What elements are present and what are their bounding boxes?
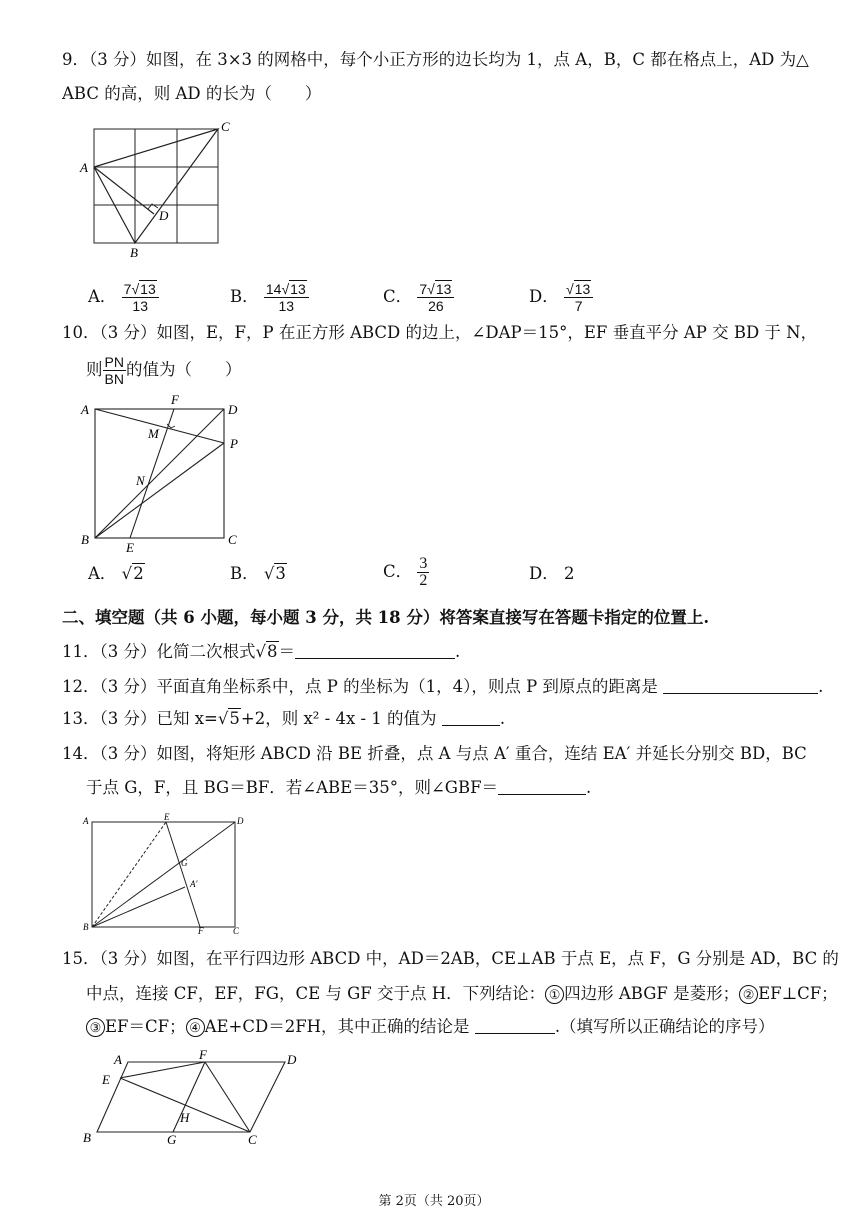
q15-line3: ③ EF＝CF； ④ AE+CD＝2FH，其中正确的结论是 .（填写所以正确结论的序号） [86, 1016, 775, 1038]
q9-figure [80, 118, 240, 263]
q10-label-c: C [228, 532, 237, 547]
q10-line1: 10．（3 分）如图，E，F，P 在正方形 ABCD 的边上，∠DAP＝15°，EF 垂直平分 AP 交 BD 于 N， [62, 323, 818, 342]
q9-option-c[interactable]: C． $\frac{7√13}{26}$ [383, 281, 454, 314]
q9-line2: ABC 的高，则 AD 的长为（ ） [62, 84, 322, 103]
q15-label-e: E [102, 1072, 110, 1087]
q9-line1: 9．（3 分）如图，在 3×3 的网格中，每个小正方形的边长均为 1，点 A，B，C 都在格点上，AD 为△ [62, 50, 809, 69]
q13: 13．（3 分）已知 x=√5+2，则 x² - 4x - 1 的值为 . [62, 709, 506, 728]
q9-label-b: B [130, 245, 138, 260]
q14-label-a: A [83, 816, 89, 826]
q15-answer-blank[interactable] [475, 1017, 555, 1034]
q14-label-f: F [198, 926, 204, 936]
q14-label-b: B [83, 922, 89, 932]
q10-option-a[interactable]: A． √2 [88, 564, 144, 583]
q14-label-e: E [164, 812, 170, 822]
q14-label-c: C [233, 926, 240, 936]
q10-label-b: B [81, 532, 89, 547]
q9-option-a[interactable]: A． $\frac{7√13}{13}$ [88, 281, 159, 314]
q12-answer-blank[interactable] [663, 677, 818, 694]
q15-label-g: G [167, 1132, 177, 1147]
q10-option-d[interactable]: D． 2 [529, 564, 575, 583]
q10-label-d: D [228, 402, 238, 417]
section2-heading: 二、填空题（共 6 小题，每小题 3 分，共 18 分）将答案直接写在答题卡指定的位置上. [62, 608, 710, 627]
q15-figure [80, 1047, 300, 1150]
q11-answer-blank[interactable] [295, 642, 455, 659]
q11: 11．（3 分）化简二次根式√8＝ . [62, 642, 461, 661]
q14-answer-blank[interactable] [498, 778, 586, 795]
q9-label-d: D [159, 208, 169, 223]
q10-label-a: A [81, 402, 89, 417]
q15-label-b: B [83, 1130, 91, 1145]
q9-option-d[interactable]: D． $\frac{√13}{7}$ [529, 281, 593, 314]
q15-line1: 15．（3 分）如图，在平行四边形 ABCD 中，AD＝2AB，CE⊥AB 于点 E，点 F，G 分别是 AD，BC 的 [62, 949, 839, 968]
q15-label-f: F [199, 1047, 207, 1062]
q10-line2: 则 $\frac{PN}{BN}$ 的值为（ ） [86, 354, 242, 387]
q13-answer-blank[interactable] [442, 709, 500, 726]
q9-label-c: C [221, 119, 230, 134]
q10-figure [80, 392, 250, 557]
q9-option-b[interactable]: B． $\frac{14√13}{13}$ [230, 281, 309, 314]
q15-label-h: H [180, 1110, 190, 1125]
q15-line2: 中点，连接 CF，EF，FG，CE 与 GF 交于点 H．下列结论： ① 四边形 ABGF 是菱形； ② EF⊥CF； [86, 984, 838, 1003]
q15-label-c: C [248, 1132, 257, 1147]
q12: 12．（3 分）平面直角坐标系中，点 P 的坐标为（1，4），则点 P 到原点的距离是 . [62, 677, 824, 696]
q14-figure [80, 812, 250, 934]
q10-option-c[interactable]: C． $\frac{3}{2}$ [383, 555, 428, 589]
q14-label-g: G [181, 858, 188, 868]
q10-label-e: E [126, 540, 134, 555]
q10-option-b[interactable]: B． √3 [230, 564, 286, 583]
q10-label-p: P [230, 436, 238, 451]
q10-label-n: N [136, 473, 145, 488]
q14-label-a-prime: A′ [190, 879, 198, 889]
q14-line2: 于点 G，F，且 BG＝BF．若∠ABE＝35°，则∠GBF＝ . [86, 778, 592, 797]
q15-label-d: D [287, 1052, 297, 1067]
q10-label-f: F [171, 392, 179, 407]
q10-label-m: M [148, 426, 159, 441]
q9-label-a: A [80, 160, 88, 175]
q14-label-d: D [237, 816, 244, 826]
q15-label-a: A [114, 1052, 122, 1067]
q14-line1: 14．（3 分）如图，将矩形 ABCD 沿 BE 折叠，点 A 与点 A′ 重合，连结 EA′ 并延长分别交 BD，BC [62, 744, 807, 763]
page-footer: 第 2页（共 20页） [378, 1194, 490, 1209]
